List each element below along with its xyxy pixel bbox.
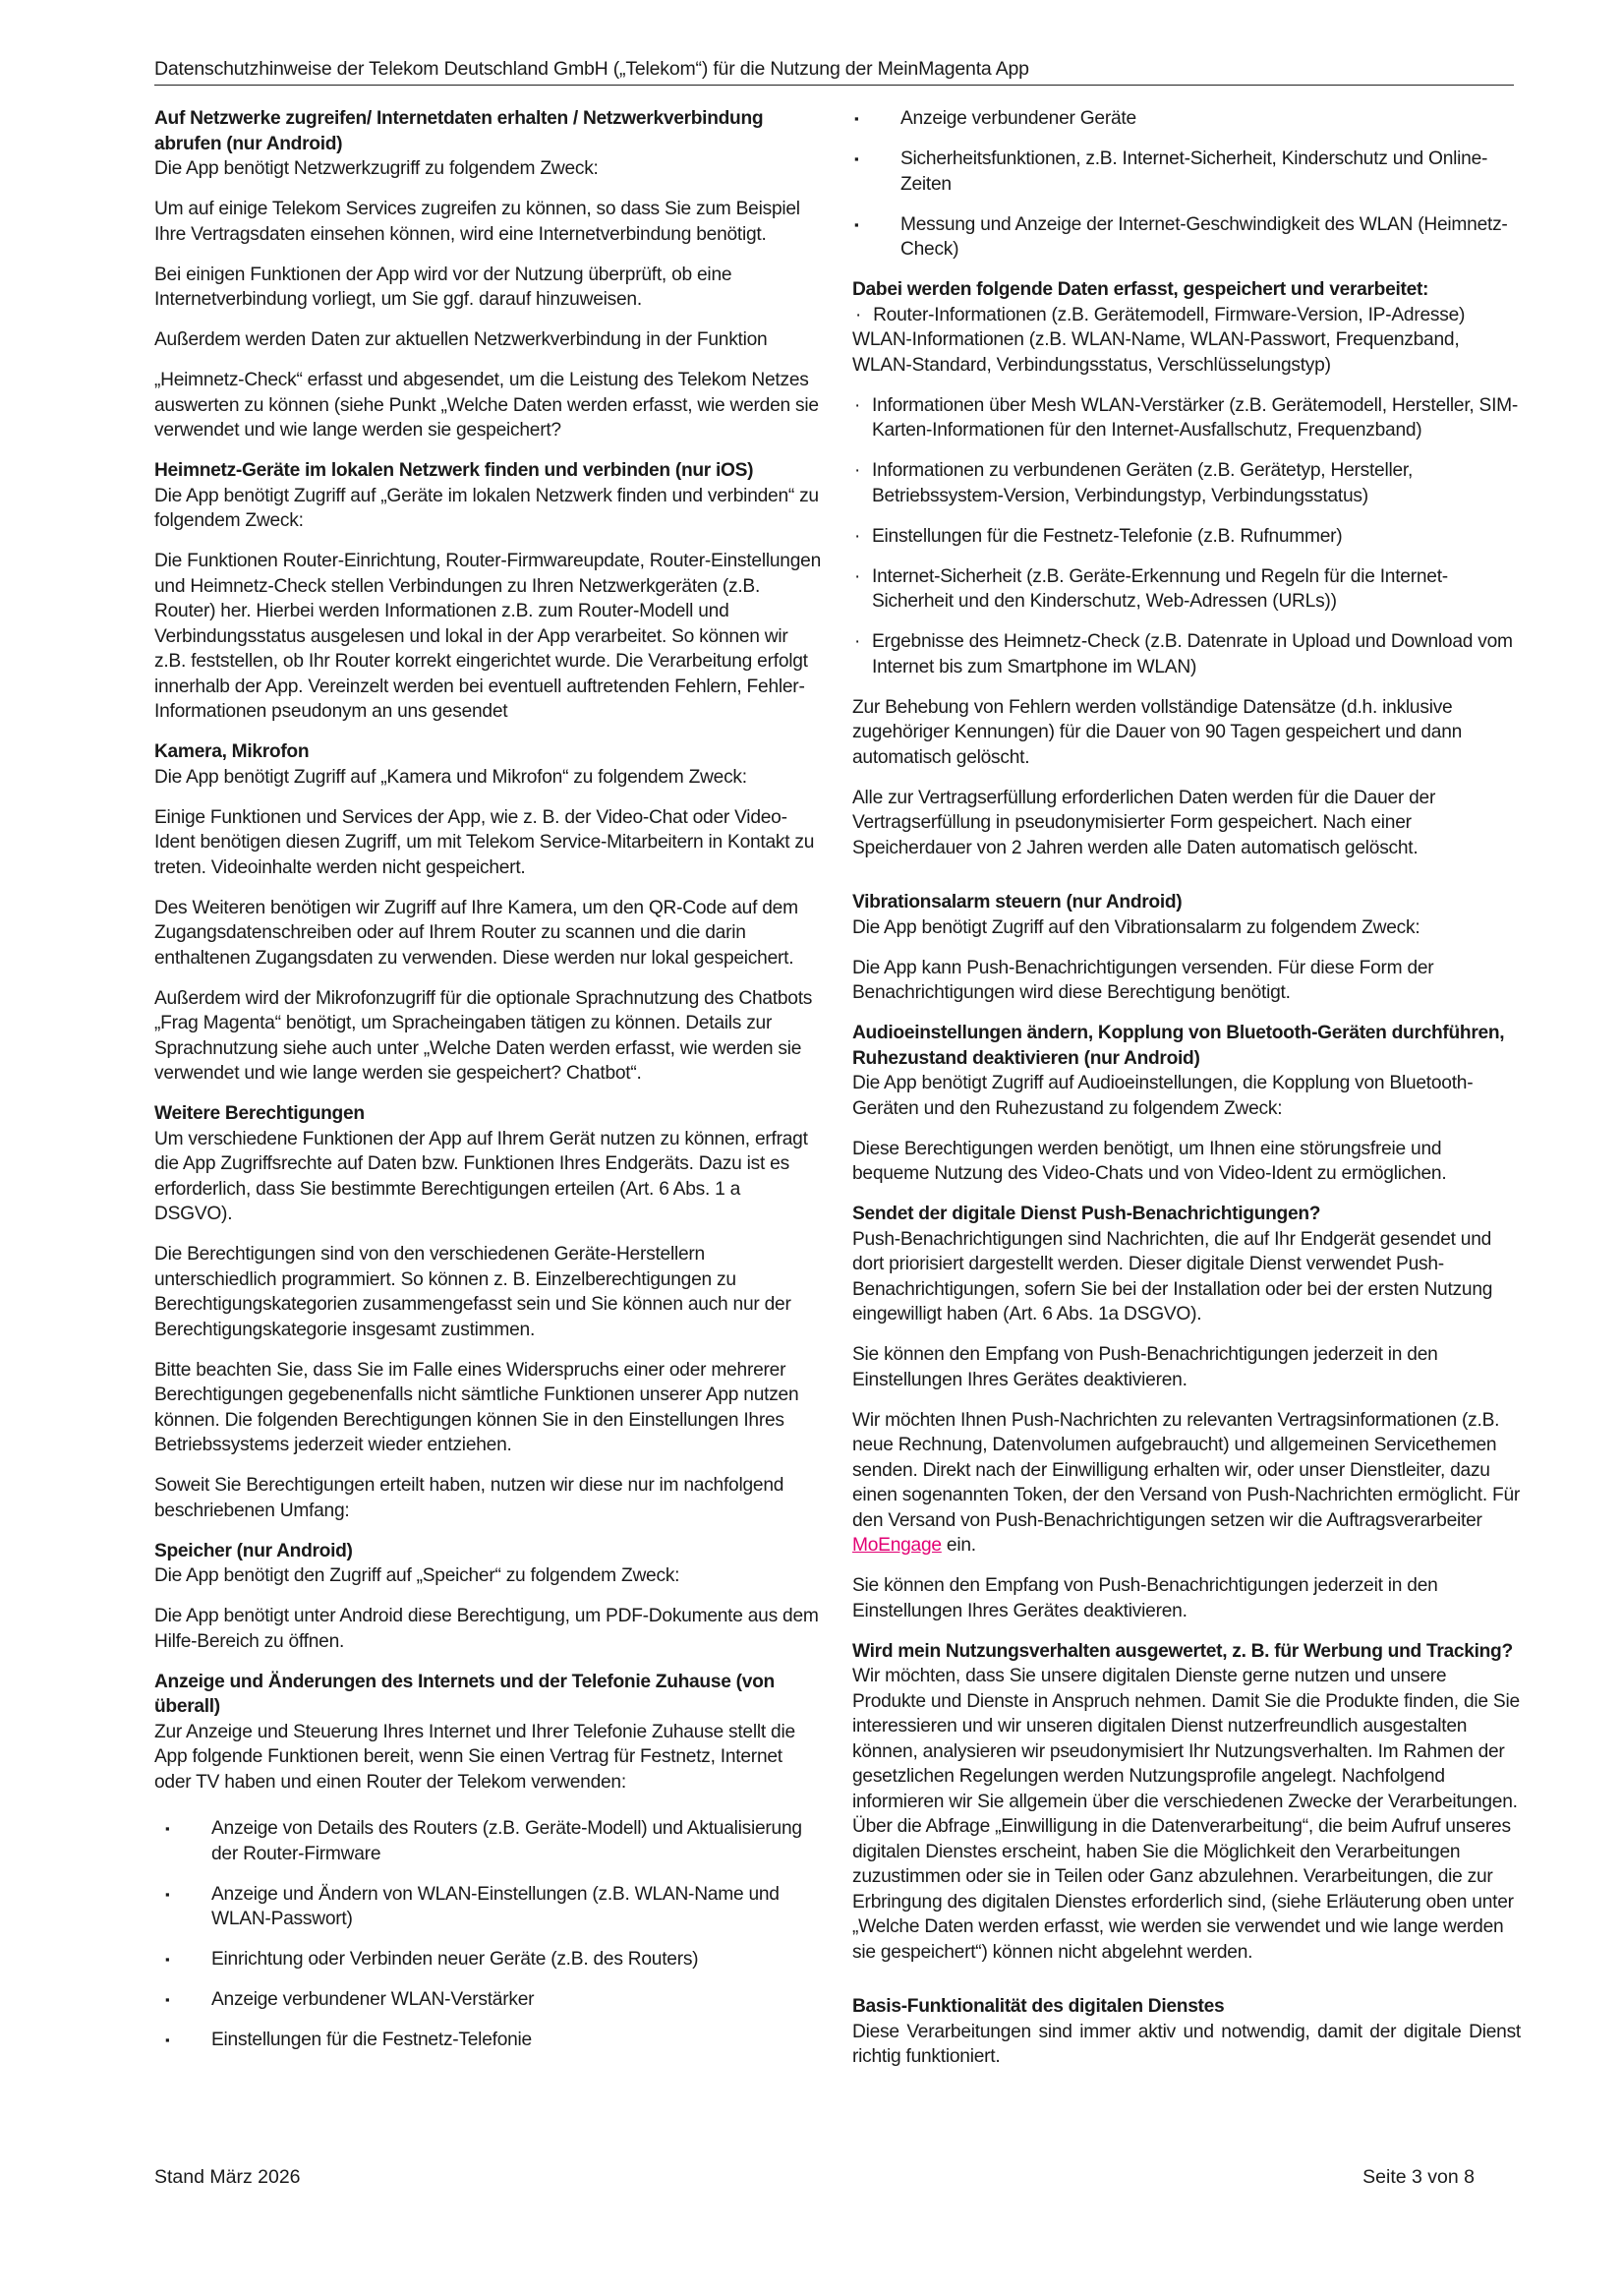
paragraph: Die Berechtigungen sind von den verschiedenen Geräte-Herstellern unterschiedlich programmiert. So können z. B. Einzelberechtigungen zu Berechtigungskategorien zusammengefasst sein und Sie können auch nur der Berechtigungskategorie insgesamt zustimmen. — [154, 1244, 791, 1340]
paragraph: Diese Verarbeitungen sind immer aktiv und notwendig, damit der digitale Dienst richtig funktioniert. — [852, 2021, 1521, 2067]
moengage-link[interactable]: MoEngage — [852, 1535, 942, 1556]
section-heading: Weitere Berechtigungen — [154, 1103, 365, 1124]
paragraph: Außerdem wird der Mikrofonzugriff für die optionale Sprachnutzung des Chatbots „Frag Magenta“ benötigt, um Spracheingaben tätigen zu können. Details zur Sprachnutzung siehe auch unter „Welche Daten werden erfasst, wie werden sie verwendet und wie lange werden sie gespeichert? Chatbot“. — [154, 987, 813, 1084]
list-item: · Internet-Sicherheit (z.B. Geräte-Erkennung und Regeln für die Internet-Sicherheit und den Kinderschutz, Web-Adressen (URLs)) — [854, 565, 1448, 612]
feature-list-continued — [843, 106, 1521, 263]
paragraph: Diese Berechtigungen werden benötigt, um Ihnen eine störungsfreie und bequeme Nutzung des Video-Chats und von Video-Ident zu ermöglichen. — [852, 1138, 1447, 1184]
list-item: · Informationen zu verbundenen Geräten (z.B. Gerätetyp, Hersteller, Betriebssystem-Version, Verbindungstyp, Verbindungsstatus) — [854, 460, 1414, 506]
section-intro: Die App benötigt Zugriff auf den Vibrationsalarm zu folgendem Zweck: — [852, 916, 1420, 938]
paragraph: Die App benötigt unter Android diese Berechtigung, um PDF-Dokumente aus dem Hilfe-Bereich zu öffnen. — [154, 1606, 819, 1652]
section-heading: Heimnetz-Geräte im lokalen Netzwerk finden und verbinden (nur iOS) — [154, 460, 754, 481]
list-item: ▪ Einstellungen für die Festnetz-Telefonie — [154, 2028, 823, 2053]
bullet-icon: ▪ — [165, 2032, 170, 2047]
section-push-notifications — [852, 1202, 1521, 1623]
section-camera-microphone — [154, 739, 823, 1087]
bullet-icon: · — [854, 460, 861, 481]
footer-date: Stand März 2026 — [154, 2166, 301, 2188]
section-heading: Wird mein Nutzungsverhalten ausgewertet, z. B. für Werbung und Tracking? — [852, 1640, 1513, 1662]
section-storage — [154, 1539, 823, 1655]
left-column — [154, 106, 823, 2068]
list-item: · Ergebnisse des Heimnetz-Check (z.B. Datenrate in Upload und Download vom Internet bis zum Smartphone im WLAN) — [854, 631, 1513, 677]
section-heading: Vibrationsalarm steuern (nur Android) — [852, 892, 1183, 913]
section-intro: Die App benötigt Zugriff auf Audioeinstellungen, die Kopplung von Bluetooth-Geräten und den Ruhezustand zu folgendem Zweck: — [852, 1073, 1474, 1119]
list-item: · Router-Informationen (z.B. Gerätemodell, Firmware-Version, IP-Adresse) WLAN-Informationen (z.B. WLAN-Name, WLAN-Passwort, Frequenzband, WLAN-Standard, Verbindungsstatus, Verschlüsselungstyp) — [852, 304, 1466, 376]
paragraph: Sie können den Empfang von Push-Benachrichtigungen jederzeit in den Einstellungen Ihres Gerätes deaktivieren. — [852, 1344, 1438, 1390]
section-intro: Zur Anzeige und Steuerung Ihres Internet und Ihrer Telefonie Zuhause stellt die App folgende Funktionen bereit, wenn Sie einen Vertrag für Festnetz, Internet oder TV haben und einen Router der Telekom verwenden: — [154, 1721, 795, 1793]
section-intro: Die App benötigt Netzwerkzugriff zu folgendem Zweck: — [154, 158, 599, 179]
section-vibration — [852, 890, 1521, 1006]
section-heading: Speicher (nur Android) — [154, 1540, 353, 1561]
list-item: · Einstellungen für die Festnetz-Telefonie (z.B. Rufnummer) — [852, 524, 1521, 550]
section-home-control — [154, 1670, 823, 2053]
section-tracking — [852, 1639, 1521, 1966]
bullet-icon: ▪ — [165, 1992, 170, 2007]
section-intro: Die App benötigt Zugriff auf „Geräte im lokalen Netzwerk finden und verbinden“ zu folgendem Zweck: — [154, 485, 819, 531]
section-heading: Sendet der digitale Dienst Push-Benachrichtigungen? — [852, 1204, 1321, 1224]
section-collected-data — [852, 277, 1521, 860]
list-item: ▪ Anzeige verbundener WLAN-Verstärker — [154, 1987, 823, 2013]
paragraph: Die Funktionen Router-Einrichtung, Router-Firmwareupdate, Router-Einstellungen und Heimnetz-Check stellen Verbindungen zu Ihren Netzwerkgeräten (z.B. Router) her. Hierbei werden Informationen z.B. zum Router-Modell und Verbindungsstatus ausgelesen und lokal in der App verarbeitet. So können wir z.B. feststellen, ob Ihr Router korrekt eingerichtet wurde. Die Verarbeitung erfolgt innerhalb der App. Vereinzelt werden bei eventuell auftretenden Fehlern, Fehler-Informationen pseudonym an uns gesendet — [154, 551, 821, 722]
section-basic-functionality — [852, 1994, 1521, 2070]
paragraph: Bei einigen Funktionen der App wird vor der Nutzung überprüft, ob eine Internetverbindung vorliegt, um Sie ggf. darauf hinzuweisen. — [154, 264, 732, 310]
list-item: ▪ Sicherheitsfunktionen, z.B. Internet-Sicherheit, Kinderschutz und Online-Zeiten — [854, 148, 1488, 195]
paragraph: Des Weiteren benötigen wir Zugriff auf Ihre Kamera, um den QR-Code auf dem Zugangsdatenschreiben oder auf Ihrem Router zu scannen und die darin enthaltenen Zugangsdaten zu verwenden. Diese werden nur lokal gespeichert. — [154, 897, 798, 969]
section-heading: Anzeige und Änderungen des Internets und der Telefonie Zuhause (von überall) — [154, 1671, 775, 1717]
section-heading: Basis-Funktionalität des digitalen Dienstes — [852, 1996, 1225, 2017]
paragraph: Soweit Sie Berechtigungen erteilt haben, nutzen wir diese nur im nachfolgend beschriebenen Umfang: — [154, 1475, 784, 1521]
section-heading: Dabei werden folgende Daten erfasst, gespeichert und verarbeitet: — [852, 279, 1429, 300]
page-number: Seite 3 von 8 — [1362, 2166, 1475, 2188]
section-network-access — [154, 106, 823, 443]
paragraph: Bitte beachten Sie, dass Sie im Falle eines Widerspruchs einer oder mehrerer Berechtigungen gegebenenfalls nicht sämtliche Funktionen unserer App nutzen können. Die folgenden Berechtigungen können Sie in den Einstellungen Ihres Betriebssystems jederzeit wieder entziehen. — [154, 1359, 799, 1455]
paragraph: Einige Funktionen und Services der App, wie z. B. der Video-Chat oder Video-Ident benötigen diesen Zugriff, um mit Telekom Service-Mitarbeitern in Kontakt zu treten. Videoinhalte werden nicht gespeichert. — [154, 806, 815, 878]
bullet-icon: ▪ — [854, 216, 859, 232]
bullet-icon: · — [854, 631, 861, 652]
section-further-permissions — [154, 1101, 823, 1523]
list-item: ▪ Anzeige von Details des Routers (z.B. Geräte-Modell) und Aktualisierung der Router-Firmware — [165, 1818, 802, 1864]
feature-list — [154, 1816, 823, 2053]
paragraph: Außerdem werden Daten zur aktuellen Netzwerkverbindung in der Funktion — [154, 329, 768, 350]
paragraph: Zur Behebung von Fehlern werden vollständige Datensätze (d.h. inklusive zugehöriger Kennungen) für die Dauer von 90 Tagen gespeichert und dann automatisch gelöscht. — [852, 696, 1463, 768]
bullet-icon: ▪ — [854, 111, 859, 126]
section-heading: Auf Netzwerke zugreifen/ Internetdaten erhalten / Netzwerkverbindung abrufen (nur Android) — [154, 108, 764, 154]
section-heading: Audioeinstellungen ändern, Kopplung von Bluetooth-Geräten durchführen, Ruhezustand deaktivieren (nur Android) — [852, 1023, 1505, 1069]
section-audio-bluetooth — [852, 1021, 1521, 1187]
paragraph: Die App kann Push-Benachrichtigungen versenden. Für diese Form der Benachrichtigungen wird diese Berechtigung benötigt. — [852, 957, 1434, 1003]
paragraph: Sie können den Empfang von Push-Benachrichtigungen jederzeit in den Einstellungen Ihres Gerätes deaktivieren. — [852, 1575, 1438, 1621]
collected-data-list — [852, 393, 1521, 680]
bullet-icon: · — [855, 304, 862, 325]
right-column — [852, 106, 1521, 2085]
document-title: Datenschutzhinweise der Telekom Deutschland GmbH („Telekom“) für die Nutzung der MeinMagenta App — [154, 58, 1029, 80]
bullet-icon: ▪ — [165, 1952, 170, 1967]
list-item: ▪ Anzeige und Ändern von WLAN-Einstellungen (z.B. WLAN-Name und WLAN-Passwort) — [165, 1883, 780, 1929]
section-homenet-devices — [154, 458, 823, 725]
paragraph: Alle zur Vertragserfüllung erforderlichen Daten werden für die Dauer der Vertragserfüllung in pseudonymisierter Form gespeichert. Nach einer Speicherdauer von 2 Jahren werden alle Daten automatisch gelöscht. — [852, 787, 1436, 858]
paragraph: Um auf einige Telekom Services zugreifen zu können, so dass Sie zum Beispiel Ihre Vertragsdaten einsehen können, wird eine Internetverbindung benötigt. — [154, 199, 800, 245]
bullet-icon: · — [854, 565, 861, 587]
page-header — [154, 57, 1514, 86]
list-item: · Informationen über Mesh WLAN-Verstärker (z.B. Gerätemodell, Hersteller, SIM-Karten-Informationen für den Internet-Ausfallschutz, Frequenzband) — [854, 394, 1519, 441]
bullet-icon: ▪ — [165, 1886, 170, 1902]
list-item: ▪ Einrichtung oder Verbinden neuer Geräte (z.B. des Routers) — [154, 1947, 823, 1972]
paragraph: Push-Benachrichtigungen sind Nachrichten, die auf Ihr Endgerät gesendet und dort priorisiert dargestellt werden. Dieser digitale Dienst verwendet Push-Benachrichtigungen, sofern Sie bei der Installation oder bei der ersten Nutzung eingewilligt haben (Art. 6 Abs. 1a DSGVO). — [852, 1228, 1493, 1325]
list-item: ▪ Anzeige verbundener Geräte — [843, 106, 1521, 132]
paragraph: Wir möchten, dass Sie unsere digitalen Dienste gerne nutzen und unsere Produkte und Dienste in Anspruch nehmen. Damit Sie die Produkte finden, die Sie interessieren und wir unseren digitalen Dienst nutzerfreundlich ausgestalten können, analysieren wir pseudonymisiert Ihr Nutzungsverhalten. Im Rahmen der gesetzlichen Regelungen werden Nutzungsprofile angelegt. Nachfolgend informieren wir Sie allgemein über die verschiedenen Zwecke der Verarbeitungen. Über die Abfrage „Einwilligung in die Datenverarbeitung“, die beim Aufruf unseres digitalen Dienstes erscheint, haben Sie die Möglichkeit den Verarbeitungen zuzustimmen oder sie in Teilen oder Ganz abzulehnen. Verarbeitungen, die zur Erbringung des digitalen Dienstes erforderlich sind, (siehe Erläuterung oben unter „Welche Daten werden erfasst, wie werden sie verwendet und wie lange werden sie gespeichert“) können nicht abgelehnt werden. — [852, 1666, 1520, 1963]
section-heading: Kamera, Mikrofon — [154, 741, 310, 762]
bullet-icon: ▪ — [854, 151, 859, 166]
bullet-icon: · — [854, 525, 861, 547]
list-item: ▪ Messung und Anzeige der Internet-Geschwindigkeit des WLAN (Heimnetz-Check) — [854, 213, 1508, 260]
section-intro: Die App benötigt Zugriff auf „Kamera und Mikrofon“ zu folgendem Zweck: — [154, 766, 747, 788]
paragraph: „Heimnetz-Check“ erfasst und abgesendet, um die Leistung des Telekom Netzes auswerten zu können (siehe Punkt „Welche Daten werden erfasst, wie werden sie verwendet und wie lange werden sie gespeichert? — [154, 370, 819, 441]
paragraph: Um verschiedene Funktionen der App auf Ihrem Gerät nutzen zu können, erfragt die App Zugriffsrechte auf Daten bzw. Funktionen Ihres Endgeräts. Dazu ist es erforderlich, dass Sie bestimmte Berechtigungen erteilen (Art. 6 Abs. 1 a DSGVO). — [154, 1128, 808, 1224]
bullet-icon: · — [854, 394, 861, 416]
paragraph: Wir möchten Ihnen Push-Nachrichten zu relevanten Vertragsinformationen (z.B. neue Rechnung, Datenvolumen aufgebraucht) und allgemeinen Servicethemen senden. Direkt nach der Einwilligung erhalten wir, oder unser Dienstleiter, dazu einen sogenannten Token, der den Versand von Push-Nachrichten ermöglicht. Für den Versand von Push-Benachrichtigungen setzen wir die Auftragsverarbeiter MoEngage ein. — [852, 1409, 1521, 1556]
section-intro: Die App benötigt den Zugriff auf „Speicher“ zu folgendem Zweck: — [154, 1565, 680, 1586]
bullet-icon: ▪ — [165, 1821, 170, 1836]
